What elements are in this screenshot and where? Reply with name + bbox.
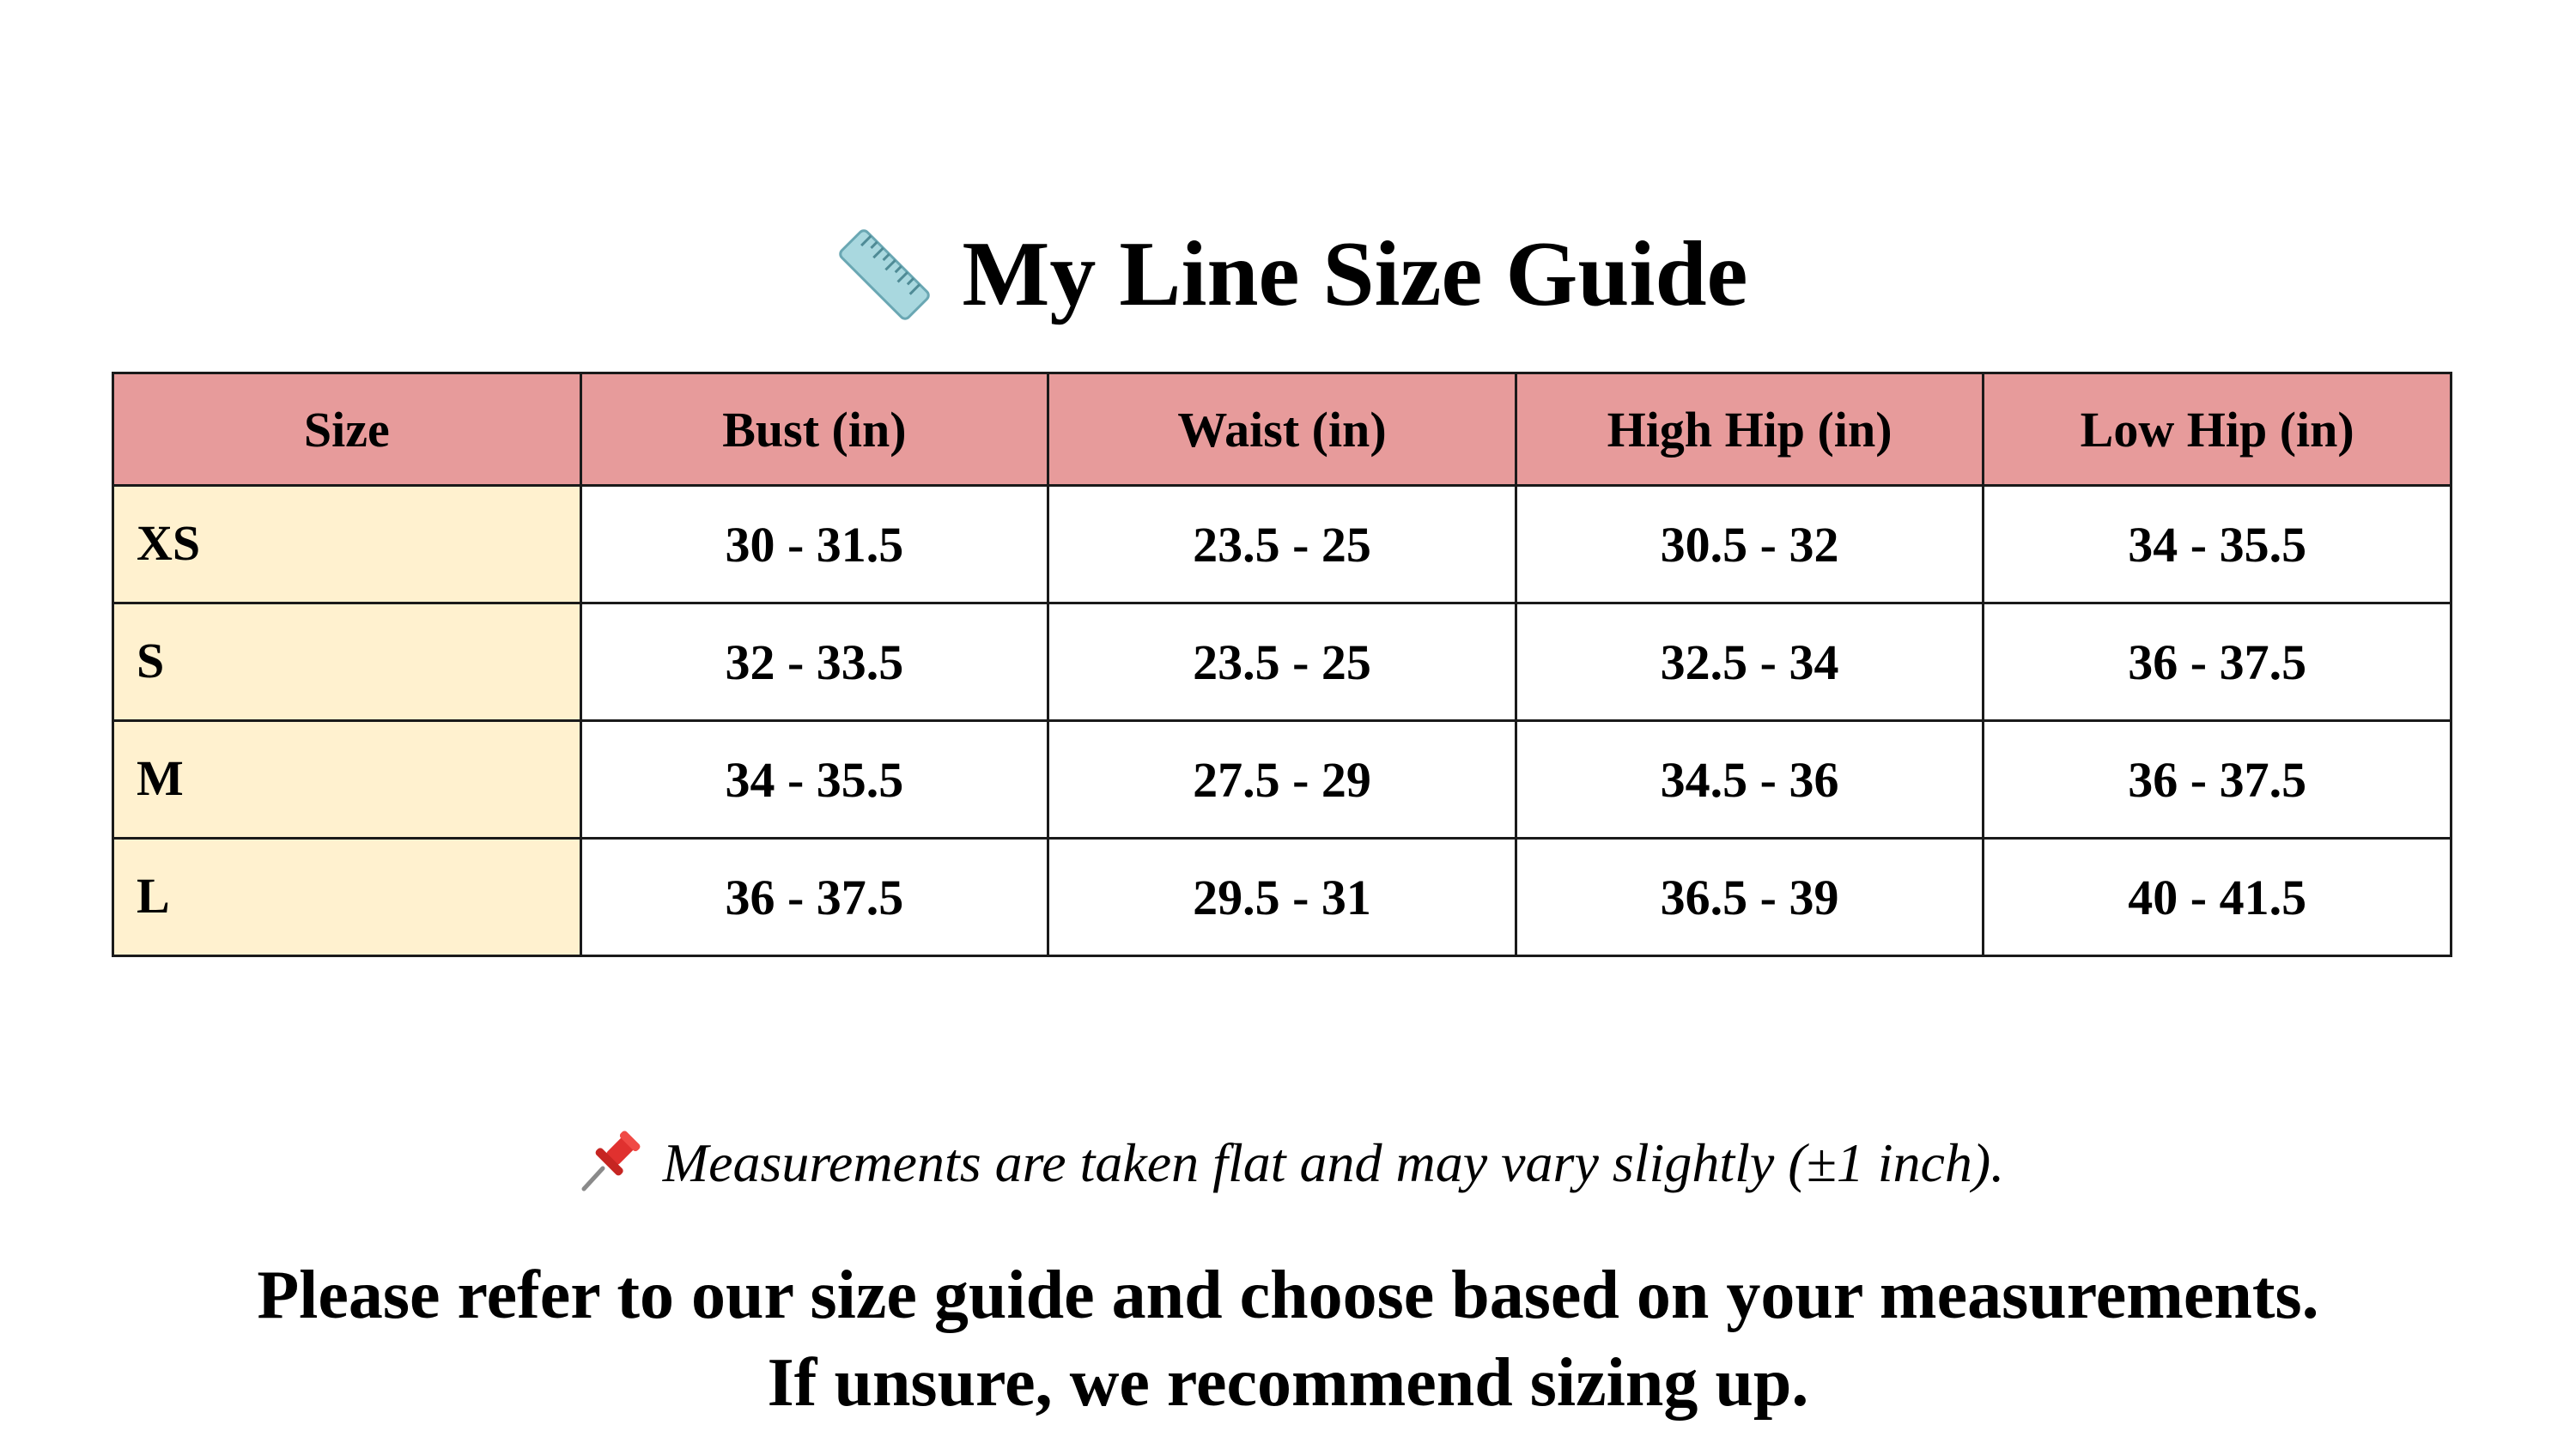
- low-hip-cell: 34 - 35.5: [1984, 486, 2451, 603]
- low-hip-cell: 40 - 41.5: [1984, 839, 2451, 956]
- note-text: Measurements are taken flat and may vary slightly (±1 inch).: [662, 1132, 2005, 1193]
- size-label-cell: S: [113, 603, 581, 721]
- high-hip-cell: 32.5 - 34: [1516, 603, 1984, 721]
- column-header-bust: Bust (in): [580, 373, 1048, 486]
- page-title: My Line Size Guide: [962, 223, 1748, 325]
- bust-cell: 36 - 37.5: [580, 839, 1048, 956]
- bust-cell: 30 - 31.5: [580, 486, 1048, 603]
- measurement-note: [0, 1116, 2576, 1210]
- table-row: [113, 603, 2451, 721]
- title-row: [0, 206, 2576, 343]
- pushpin-icon: [572, 1127, 644, 1199]
- size-table: [112, 372, 2452, 957]
- high-hip-cell: 30.5 - 32: [1516, 486, 1984, 603]
- high-hip-cell: 34.5 - 36: [1516, 721, 1984, 839]
- column-header-high-hip: High Hip (in): [1516, 373, 1984, 486]
- waist-cell: 23.5 - 25: [1048, 603, 1516, 721]
- column-header-size: Size: [113, 373, 581, 486]
- size-table-container: [112, 372, 2452, 957]
- advice-line-2: If unsure, we recommend sizing up.: [767, 1345, 1809, 1421]
- advice-line-1: Please refer to our size guide and choose based on your measurements.: [257, 1258, 2319, 1333]
- high-hip-cell: 36.5 - 39: [1516, 839, 1984, 956]
- size-label-cell: L: [113, 839, 581, 956]
- waist-cell: 27.5 - 29: [1048, 721, 1516, 839]
- ruler-icon: [829, 219, 940, 330]
- waist-cell: 29.5 - 31: [1048, 839, 1516, 956]
- table-header-row: [113, 373, 2451, 486]
- size-label-cell: M: [113, 721, 581, 839]
- low-hip-cell: 36 - 37.5: [1984, 603, 2451, 721]
- column-header-low-hip: Low Hip (in): [1984, 373, 2451, 486]
- size-label-cell: XS: [113, 486, 581, 603]
- waist-cell: 23.5 - 25: [1048, 486, 1516, 603]
- table-row: [113, 486, 2451, 603]
- table-row: [113, 721, 2451, 839]
- column-header-waist: Waist (in): [1048, 373, 1516, 486]
- bust-cell: 32 - 33.5: [580, 603, 1048, 721]
- table-row: [113, 839, 2451, 956]
- sizing-advice: [0, 1252, 2576, 1427]
- low-hip-cell: 36 - 37.5: [1984, 721, 2451, 839]
- bust-cell: 34 - 35.5: [580, 721, 1048, 839]
